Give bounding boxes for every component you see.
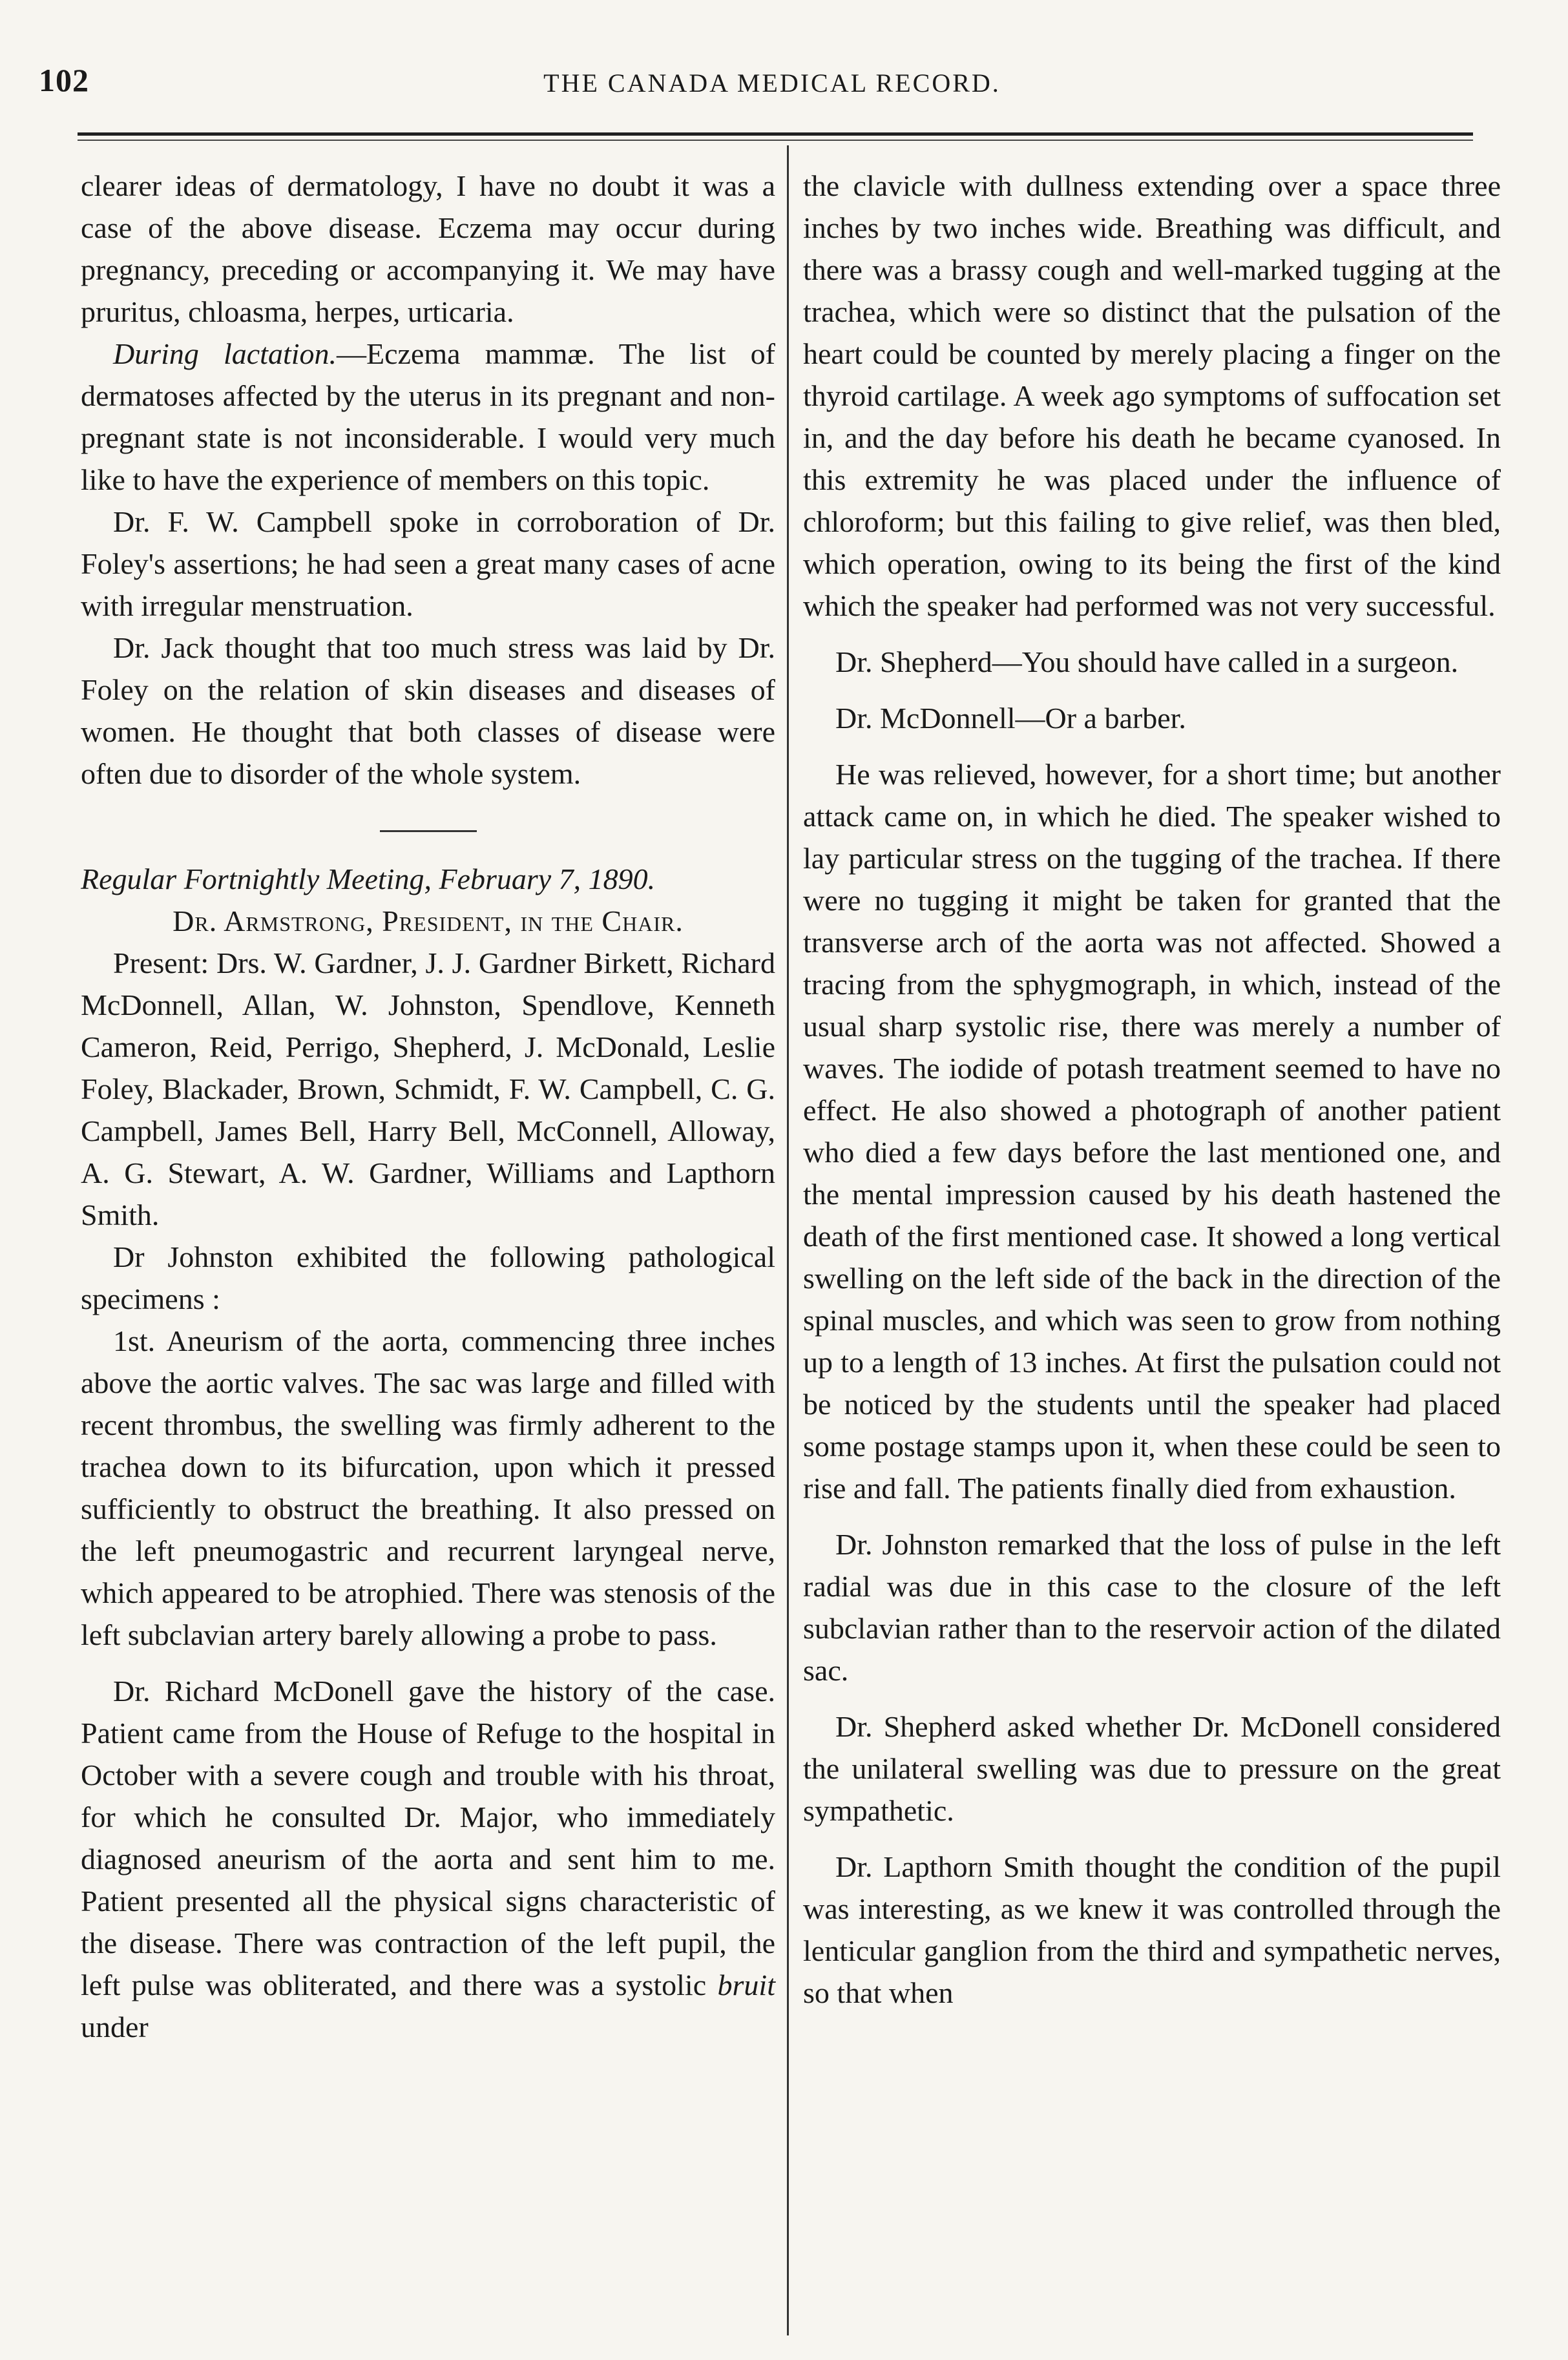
journal-title: THE CANADA MEDICAL RECORD.: [543, 68, 1001, 98]
paragraph: Dr Johnston exhibited the following pathological specimens :: [81, 1240, 775, 1315]
paragraph: the clavicle with dullness extending over a space three inches by two inches wide. Breathing was difficult, and there was a brassy cough and well-marked tugging at the trachea, which were so distinct that the pulsation of the heart could be counted by merely placing a finger on the thyroid cartilage. A week ago symptoms of suffocation set in, and the day before his death he became cyanosed. In this extremity he was placed under the influence of chloroform; but this failing to give relief, was then bled, which operation, owing to its being the first of the kind which the speaker had performed was not very successful.: [803, 169, 1501, 622]
page-header: [39, 61, 1505, 113]
italic-term: bruit: [717, 1968, 775, 2001]
paragraph: Dr. Shepherd—You should have called in a surgeon.: [835, 645, 1459, 678]
paragraph: Dr. McDonnell—Or a barber.: [835, 702, 1186, 735]
paragraph-text: Dr. Richard McDonell gave the history of the case. Patient came from the House of Refuge to the hospital in October with a severe cough and trouble with his throat, for which he consulted Dr. Major, who immediately diagnosed aneurism of the aorta and sent him to me. Patient presented all the physical signs characteristic of the disease. There was contraction of the left pupil, the left pulse was obliterated, and there was a systolic: [81, 1675, 775, 2001]
paragraph: He was relieved, however, for a short time; but another attack came on, in which he died. The speaker wished to lay particular stress on the tugging of the trachea. If there were no tugging it might be taken for granted that the transverse arch of the aorta was not affected. Showed a tracing from the sphygmograph, in which, instead of the usual sharp systolic rise, there was merely a number of waves. The iodide of potash treatment seemed to have no effect. He also showed a photograph of another patient who died a few days before the last mentioned one, and the mental impression caused by his death hastened the death of the first mentioned case. It showed a long vertical swelling on the left side of the back in the direction of the spinal muscles, and which was seen to grow from nothing up to a length of 13 inches. At first the pulsation could not be noticed by the students until the speaker had placed some postage stamps upon it, when these could be seen to rise and fall. The patients finally died from exhaustion.: [803, 758, 1501, 1505]
paragraph: Dr. F. W. Campbell spoke in corroboration of Dr. Foley's assertions; he had seen a great many cases of acne with irregular menstruation.: [81, 505, 775, 622]
right-column: [803, 165, 1501, 2014]
italic-heading: During lactation.: [113, 337, 337, 370]
paragraph: Dr. Jack thought that too much stress was laid by Dr. Foley on the relation of skin diseases and diseases of women. He thought that both classes of disease were often due to disorder of the whole system.: [81, 631, 775, 790]
paragraph: [81, 333, 775, 501]
paragraph: Present: Drs. W. Gardner, J. J. Gardner Birkett, Richard McDonnell, Allan, W. Johnston, Spendlove, Kenneth Cameron, Reid, Perrigo, Shepherd, J. McDonald, Leslie Foley, Blackader, Brown, Schmidt, F. W. Campbell, C. G. Campbell, James Bell, Harry Bell, McConnell, Alloway, A. G. Stewart, A. W. Gardner, Williams and Lapthorn Smith.: [81, 946, 775, 1231]
column-divider: [787, 145, 789, 2335]
header-rule-thin: [78, 140, 1473, 141]
meeting-chair: Dr. Armstrong, President, in the Chair.: [172, 904, 684, 937]
paragraph-text: —Eczema mammæ. The list of dermatoses affected by the uterus in its pregnant and non-pregnant state is not inconsiderable. I would very much like to have the experience of members on this topic.: [81, 337, 775, 496]
paragraph: Dr. Shepherd asked whether Dr. McDonell considered the unilateral swelling was due to pressure on the great sympathetic.: [803, 1710, 1501, 1827]
paragraph: clearer ideas of dermatology, I have no doubt it was a case of the above disease. Eczema may occur during pregnancy, preceding or accompanying it. We may have pruritus, chloasma, herpes, urticaria.: [81, 169, 775, 328]
paragraph: Dr. Lapthorn Smith thought the condition of the pupil was interesting, as we knew it was controlled through the lenticular ganglion from the third and sympathetic nerves, so that when: [803, 1850, 1501, 2009]
paragraph: [81, 1670, 775, 2048]
paragraph-text: under: [81, 2010, 149, 2043]
meeting-title: Regular Fortnightly Meeting, February 7, 1890.: [81, 862, 656, 895]
paragraph: 1st. Aneurism of the aorta, commencing three inches above the aortic valves. The sac was large and filled with recent thrombus, the swelling was firmly adherent to the trachea down to its bifurcation, upon which it pressed sufficiently to obstruct the breathing. It also pressed on the left pneumogastric and recurrent laryngeal nerve, which appeared to be atrophied. There was stenosis of the left subclavian artery barely allowing a probe to pass.: [81, 1324, 775, 1651]
page-number: 102: [39, 62, 89, 98]
section-separator: [380, 830, 477, 832]
header-rule-thick: [78, 132, 1473, 136]
left-column: [81, 165, 775, 2048]
paragraph: Dr. Johnston remarked that the loss of pulse in the left radial was due in this case to the closure of the left subclavian rather than to the reservoir action of the dilated sac.: [803, 1528, 1501, 1687]
